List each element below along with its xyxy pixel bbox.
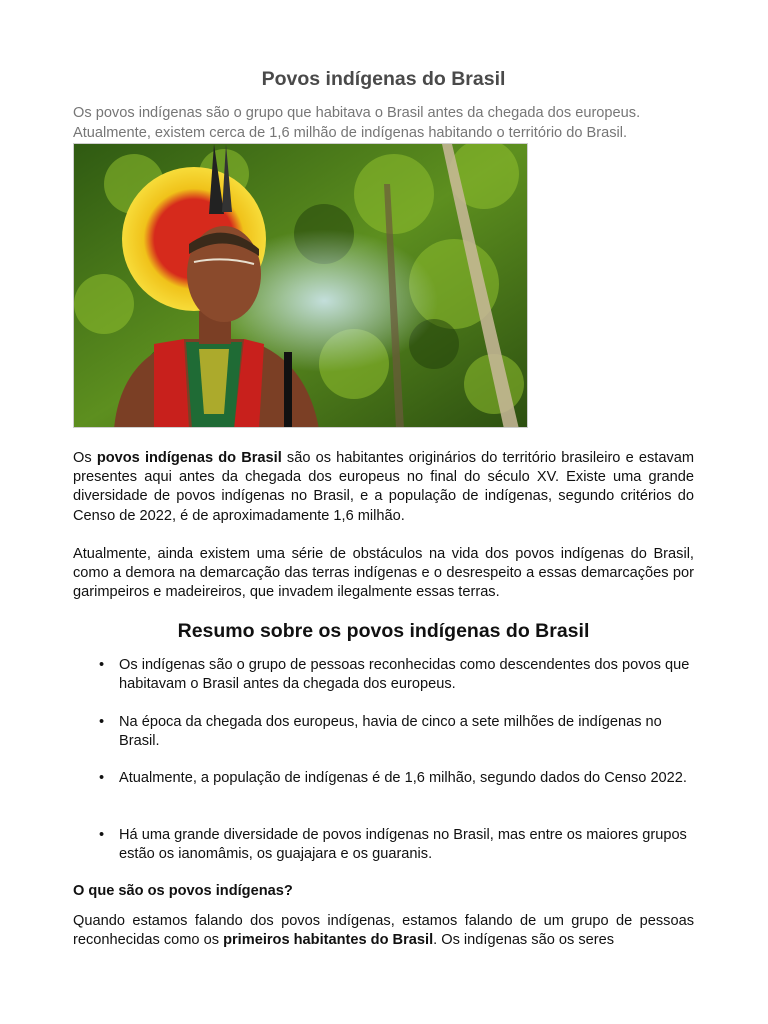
list-item: • Há uma grande diversidade de povos indígenas no Brasil, mas entre os maiores grupos estão os ianomâmis, os guajajara e os guaranis. — [99, 827, 687, 863]
bullet-icon: • — [99, 827, 105, 843]
obstacles-paragraph: Atualmente, ainda existem uma série de obstáculos na vida dos povos indígenas do Brasil, como a demora na demarcação das terras indígenas e o desrespeito a essas demarcações por garimpeiros e madeireiros, que invadem ilegalmente essas terras. — [73, 546, 694, 601]
highlight-text: primeiros habitantes do Brasil — [223, 932, 434, 949]
highlight-text: povos indígenas do Brasil — [96, 450, 282, 466]
intro-paragraph: Os povos indígenas do Brasil são os habitantes originários do território brasileiro e estavam presentes aqui antes da chegada dos europeus no final do século XV. Existe uma grande diversidade de povos indígenas no Brasil, e a população de indígenas, segundo critérios do Censo de 2022, é de aproximadamente 1,6 milhão. — [73, 450, 695, 524]
document-title: Povos indígenas do Brasil — [261, 68, 506, 90]
indigenous-man-photo — [73, 143, 528, 428]
bullet-icon: • — [99, 770, 105, 786]
list-item: • Atualmente, a população de indígenas é de 1,6 milhão, segundo dados do Censo 2022. — [73, 769, 694, 788]
question-heading: O que são os povos indígenas? — [73, 883, 293, 899]
list-item: • Os indígenas são o grupo de pessoas reconhecidas como descendentes dos povos que habitavam o Brasil antes da chegada dos europeus. — [99, 657, 690, 693]
bullet-icon: • — [99, 714, 105, 730]
list-item: • Na época da chegada dos europeus, havia de cinco a sete milhões de indígenas no Brasil. — [99, 714, 662, 750]
summary-heading: Resumo sobre os povos indígenas do Brasil — [177, 620, 590, 642]
bullet-icon: • — [99, 657, 105, 673]
definition-paragraph: Quando estamos falando dos povos indígenas, estamos falando de um grupo de pessoas reconhecidas como os primeiros habitantes do Brasil. Os indígenas são os seres — [73, 913, 694, 949]
lead-paragraph: Os povos indígenas são o grupo que habitava o Brasil antes da chegada dos europeus. Atualmente, existem cerca de 1,6 milhão de indígenas habitando o território do Brasil. — [73, 105, 641, 141]
